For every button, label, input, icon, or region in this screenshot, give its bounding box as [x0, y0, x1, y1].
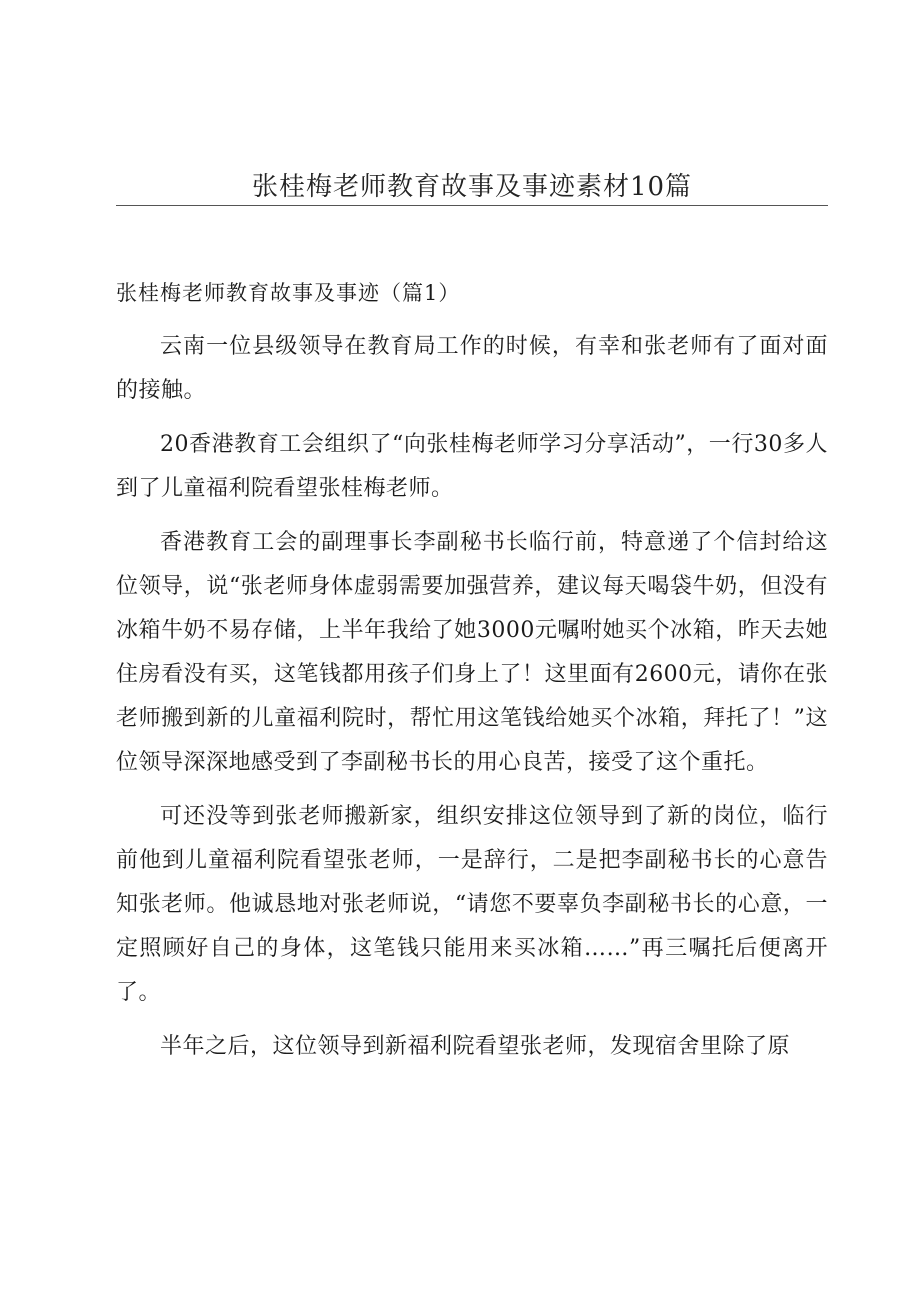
paragraph: 可还没等到张老师搬新家，组织安排这位领导到了新的岗位，临行前他到儿童福利院看望张老师，一是辞行，二是把李副秘书长的心意告知张老师。他诚恳地对张老师说，“请您不要辜负李副秘书长的心意，一定照顾好自己的身体，这笔钱只能用来买冰箱……”再三嘱托后便离开了。: [116, 804, 828, 1005]
document-title: 张桂梅老师教育故事及事迹素材10篇: [251, 172, 693, 202]
section-heading: 张桂梅老师教育故事及事迹（篇1）: [116, 281, 461, 305]
paragraph: 香港教育工会的副理事长李副秘书长临行前，特意递了个信封给这位领导，说“张老师身体虚弱需要加强营养，建议每天喝袋牛奶，但没有冰箱牛奶不易存储，上半年我给了她3000元嘱咐她买个冰箱，昨天去她住房看没有买，这笔钱都用孩子们身上了！这里面有2600元，请你在张老师搬到新的儿童福利院时，帮忙用这笔钱给她买个冰箱，拜托了！”这位领导深深地感受到了李副秘书长的用心良苦，接受了这个重托。: [116, 530, 828, 775]
paragraph: 20香港教育工会组织了“向张桂梅老师学习分享活动”，一行30多人到了儿童福利院看望张桂梅老师。: [116, 432, 829, 501]
paragraph: 半年之后，这位领导到新福利院看望张老师，发现宿舍里除了原: [160, 1034, 791, 1059]
paragraph: 云南一位县级领导在教育局工作的时候，有幸和张老师有了面对面的接触。: [116, 334, 828, 403]
document-body: [116, 271, 828, 1069]
title-underline: [116, 205, 828, 206]
